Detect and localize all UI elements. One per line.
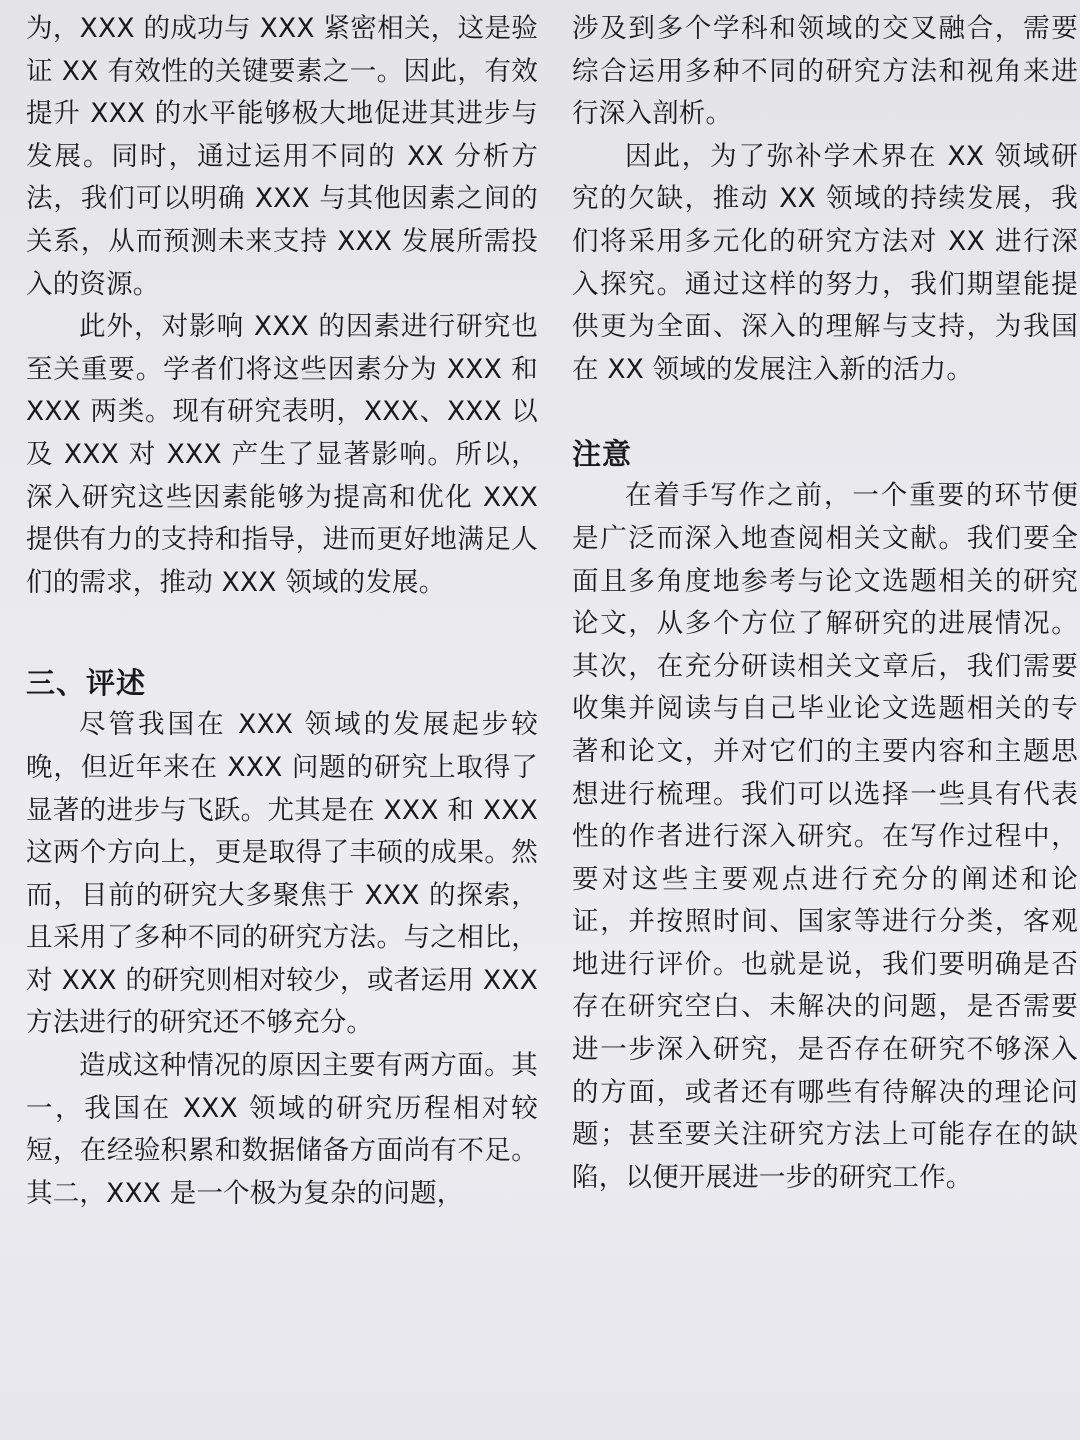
left-paragraph-1: 为，XXX 的成功与 XXX 紧密相关，这是验证 XX 有效性的关键要素之一。因此，有效提升 XXX 的水平能够极大地促进其进步与发展。同时，通过运用不同的 XX 分析方法，我们可以明确 XXX 与其他因素之间的关系，从而预测未来支持 XXX 发展所需投入的资源。 <box>26 13 538 300</box>
right-paragraph-1: 涉及到多个学科和领域的交叉融合，需要综合运用多种不同的研究方法和视角来进行深入剖析。 <box>572 13 1078 130</box>
section-spacer <box>26 604 538 662</box>
right-paragraph-3: 在着手写作之前，一个重要的环节便是广泛而深入地查阅相关文献。我们要全面且多角度地参考与论文选题相关的研究论文，从多个方位了解研究的进展情况。其次，在充分研读相关文章后，我们需要收集并阅读与自己毕业论文选题相关的专著和论文，并对它们的主要内容和主题思想进行梳理。我们可以选择一些具有代表性的作者进行深入研究。在写作过程中，要对这些主要观点进行充分的阐述和论证，并按照时间、国家等进行分类，客观地进行评价。也就是说，我们要明确是否存在研究空白、未解决的问题，是否需要进一步深入研究，是否存在研究不够深入的方面，或者还有哪些有待解决的理论问题；甚至要关注研究方法上可能存在的缺陷，以便开展进一步的研究工作。 <box>572 480 1078 1193</box>
left-column <box>26 8 538 1215</box>
left-paragraph-3: 尽管我国在 XXX 领域的发展起步较晚，但近年来在 XXX 问题的研究上取得了显著的进步与飞跃。尤其是在 XXX 和 XXX 这两个方向上，更是取得了丰硕的成果。然而，目前的研究大多聚焦于 XXX 的探索，且采用了多种不同的研究方法。与之相比，对 XXX 的研究则相对较少，或者运用 XXX 方法进行的研究还不够充分。 <box>26 709 538 1039</box>
section-spacer <box>572 391 1078 433</box>
left-paragraph-2: 此外，对影响 XXX 的因素进行研究也至关重要。学者们将这些因素分为 XXX 和 XXX 两类。现有研究表明，XXX、XXX 以及 XXX 对 XXX 产生了显著影响。所以，深入研究这些因素能够为提高和优化 XXX 提供有力的支持和指导，进而更好地满足人们的需求，推动 XXX 领域的发展。 <box>26 311 538 598</box>
right-column <box>572 8 1078 1199</box>
section-heading-note: 注意 <box>572 437 633 472</box>
section-heading-review: 三、评述 <box>26 666 147 701</box>
right-paragraph-2: 因此，为了弥补学术界在 XX 领域研究的欠缺，推动 XX 领域的持续发展，我们将采用多元化的研究方法对 XX 进行深入探究。通过这样的努力，我们期望能提供更为全面、深入的理解与支持，为我国在 XX 领域的发展注入新的活力。 <box>572 140 1078 385</box>
left-paragraph-4: 造成这种情况的原因主要有两方面。其一，我国在 XXX 领域的研究历程相对较短，在经验积累和数据储备方面尚有不足。其二，XXX 是一个极为复杂的问题， <box>26 1050 538 1209</box>
